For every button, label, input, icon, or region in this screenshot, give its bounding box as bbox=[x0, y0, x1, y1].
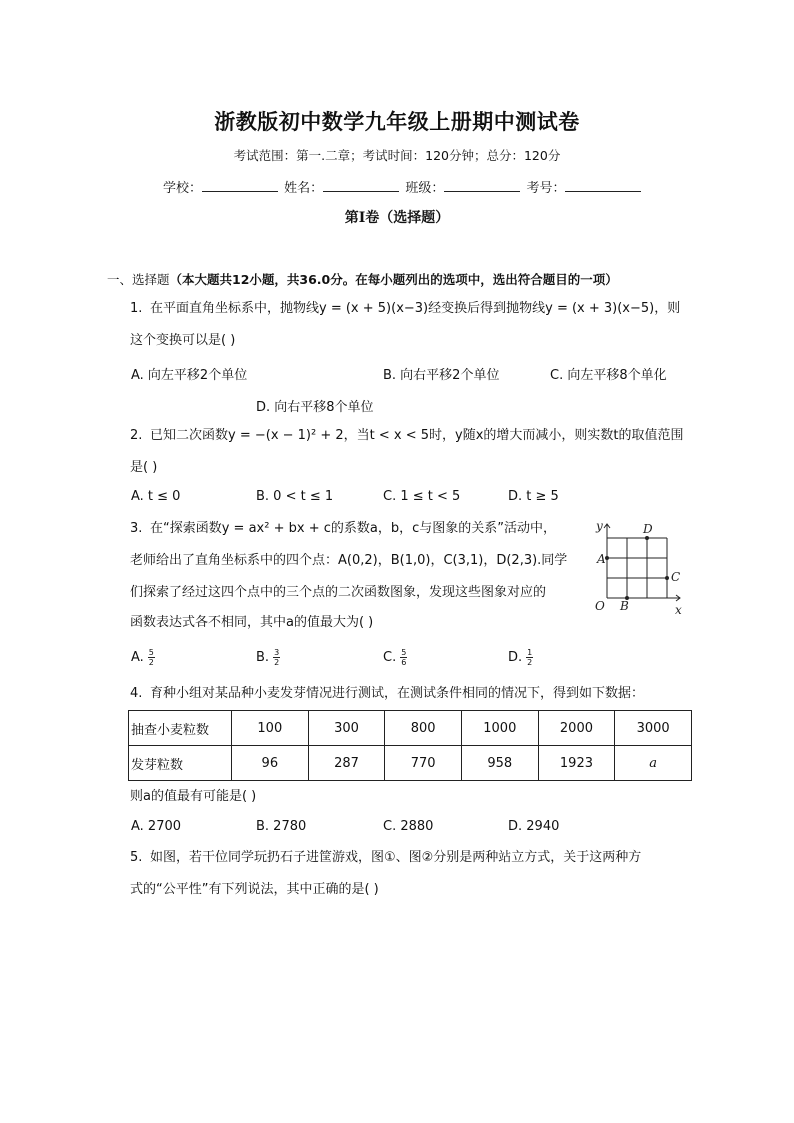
point-b-label: B bbox=[620, 599, 629, 613]
table-cell: 958 bbox=[461, 746, 538, 781]
origin-label: O bbox=[595, 599, 605, 613]
fraction bbox=[400, 648, 407, 667]
table-cell: 300 bbox=[308, 711, 385, 746]
table-cell: 800 bbox=[385, 711, 462, 746]
table-row-header: 发芽粒数 bbox=[129, 746, 232, 781]
q4-option-d[interactable]: D. 2940 bbox=[508, 819, 560, 834]
point-d-label: D bbox=[643, 522, 653, 536]
q4-option-b[interactable]: B. 2780 bbox=[256, 819, 307, 834]
point-c-label: C bbox=[671, 570, 681, 584]
table-cell: 1000 bbox=[461, 711, 538, 746]
question-1 bbox=[130, 293, 680, 325]
school-blank[interactable] bbox=[202, 179, 278, 192]
option-label: D. bbox=[508, 650, 523, 665]
numerator: 3 bbox=[274, 648, 280, 657]
question-number: 2. bbox=[130, 428, 143, 443]
question-number: 5. bbox=[130, 850, 143, 865]
question-number: 1. bbox=[130, 301, 143, 316]
question-5-cont: 式的“公平性”有下列说法，其中正确的是( ) bbox=[130, 882, 379, 897]
q2-option-d[interactable]: D. t ≥ 5 bbox=[508, 489, 559, 504]
question-3-line4: 函数表达式各不相同，其中a的值最大为( ) bbox=[130, 615, 374, 630]
table-cell: 287 bbox=[308, 746, 385, 781]
table-cell: 1923 bbox=[538, 746, 615, 781]
y-axis-label: y bbox=[596, 519, 603, 533]
q2-option-a[interactable]: A. t ≤ 0 bbox=[131, 489, 181, 504]
point-c bbox=[665, 576, 669, 580]
denominator: 2 bbox=[274, 658, 280, 667]
question-4 bbox=[130, 678, 644, 710]
page-title: 浙教版初中数学九年级上册期中测试卷 bbox=[214, 109, 580, 134]
denominator: 6 bbox=[401, 658, 407, 667]
question-4-cont: 则a的值最有可能是( ) bbox=[130, 789, 257, 804]
name-label: 姓名： bbox=[284, 181, 324, 196]
table-row bbox=[129, 746, 692, 781]
fraction bbox=[526, 648, 533, 667]
denominator: 2 bbox=[527, 658, 533, 667]
coordinate-grid-figure bbox=[592, 518, 692, 618]
question-5 bbox=[130, 842, 641, 874]
option-label: C. bbox=[383, 650, 397, 665]
name-blank[interactable] bbox=[323, 179, 399, 192]
question-1-cont: 这个变换可以是( ) bbox=[130, 333, 236, 348]
table-cell: 96 bbox=[232, 746, 309, 781]
q1-option-b[interactable]: B. 向右平移2个单位 bbox=[383, 368, 500, 383]
question-number: 3. bbox=[130, 521, 143, 536]
numerator: 1 bbox=[527, 648, 533, 657]
exam-number-label: 考号： bbox=[526, 181, 566, 196]
table-row bbox=[129, 711, 692, 746]
q1-option-a[interactable]: A. 向左平移2个单位 bbox=[131, 368, 248, 383]
question-3-line2: 老师给出了直角坐标系中的四个点：A(0,2)，B(1,0)，C(3,1)，D(2,3).同学 bbox=[130, 553, 568, 568]
volume-heading: 第I卷（选择题） bbox=[344, 210, 450, 226]
q4-option-c[interactable]: C. 2880 bbox=[383, 819, 434, 834]
q3-option-a[interactable] bbox=[131, 648, 155, 667]
germination-table bbox=[128, 710, 692, 781]
fraction bbox=[273, 648, 280, 667]
student-info-line bbox=[163, 177, 643, 196]
table-cell: 100 bbox=[232, 711, 309, 746]
numerator: 5 bbox=[401, 648, 407, 657]
question-3-line3: 们探索了经过这四个点中的三个点的二次函数图象，发现这些图象对应的 bbox=[130, 585, 547, 600]
point-a-label: A bbox=[597, 552, 606, 566]
exam-number-blank[interactable] bbox=[565, 179, 641, 192]
question-text: 育种小组对某品种小麦发芽情况进行测试，在测试条件相同的情况下，得到如下数据： bbox=[150, 686, 645, 701]
table-cell: 770 bbox=[385, 746, 462, 781]
numerator: 5 bbox=[148, 648, 154, 657]
q2-option-b[interactable]: B. 0 < t ≤ 1 bbox=[256, 489, 334, 504]
option-label: A. bbox=[131, 650, 144, 665]
question-text: 在平面直角坐标系中，抛物线y = (x + 5)(x−3)经变换后得到抛物线y = (x + 3)(x−5)，则 bbox=[150, 301, 681, 316]
table-cell: 3000 bbox=[615, 711, 692, 746]
question-text: 在“探索函数y = ax² + bx + c的系数a，b，c与图象的关系”活动中， bbox=[150, 521, 556, 536]
q2-option-c[interactable]: C. 1 ≤ t < 5 bbox=[383, 489, 461, 504]
q3-option-c[interactable] bbox=[383, 648, 407, 667]
exam-meta: 考试范围：第一.二章；考试时间：120分钟；总分：120分 bbox=[233, 148, 561, 163]
section-heading bbox=[107, 270, 618, 288]
q1-option-d[interactable]: D. 向右平移8个单位 bbox=[256, 400, 374, 415]
table-cell: 2000 bbox=[538, 711, 615, 746]
question-text: 如图，若干位同学玩扔石子进筐游戏，图①、图②分别是两种站立方式，关于这两种方 bbox=[150, 850, 642, 865]
section-label: 一、选择题 bbox=[107, 272, 170, 287]
table-cell: a bbox=[615, 746, 692, 781]
question-3 bbox=[130, 513, 556, 545]
x-axis-label: x bbox=[675, 603, 682, 617]
q3-option-b[interactable] bbox=[256, 648, 280, 667]
q3-option-d[interactable] bbox=[508, 648, 533, 667]
table-row-header: 抽查小麦粒数 bbox=[129, 711, 232, 746]
class-blank[interactable] bbox=[444, 179, 520, 192]
grid-svg bbox=[592, 518, 692, 618]
school-label: 学校： bbox=[163, 181, 203, 196]
option-label: B. bbox=[256, 650, 270, 665]
question-2-cont: 是( ) bbox=[130, 460, 158, 475]
class-label: 班级： bbox=[405, 181, 445, 196]
question-2 bbox=[130, 420, 684, 452]
fraction bbox=[148, 648, 155, 667]
point-d bbox=[645, 536, 649, 540]
question-text: 已知二次函数y = −(x − 1)² + 2，当t < x < 5时，y随x的增大而减小，则实数t的取值范围 bbox=[150, 428, 684, 443]
q1-option-c[interactable]: C. 向左平移8个单化 bbox=[550, 368, 667, 383]
q4-option-a[interactable]: A. 2700 bbox=[131, 819, 182, 834]
denominator: 2 bbox=[148, 658, 154, 667]
section-note: （本大题共12小题，共36.0分。在每小题列出的选项中，选出符合题目的一项） bbox=[169, 272, 618, 287]
question-number: 4. bbox=[130, 686, 143, 701]
